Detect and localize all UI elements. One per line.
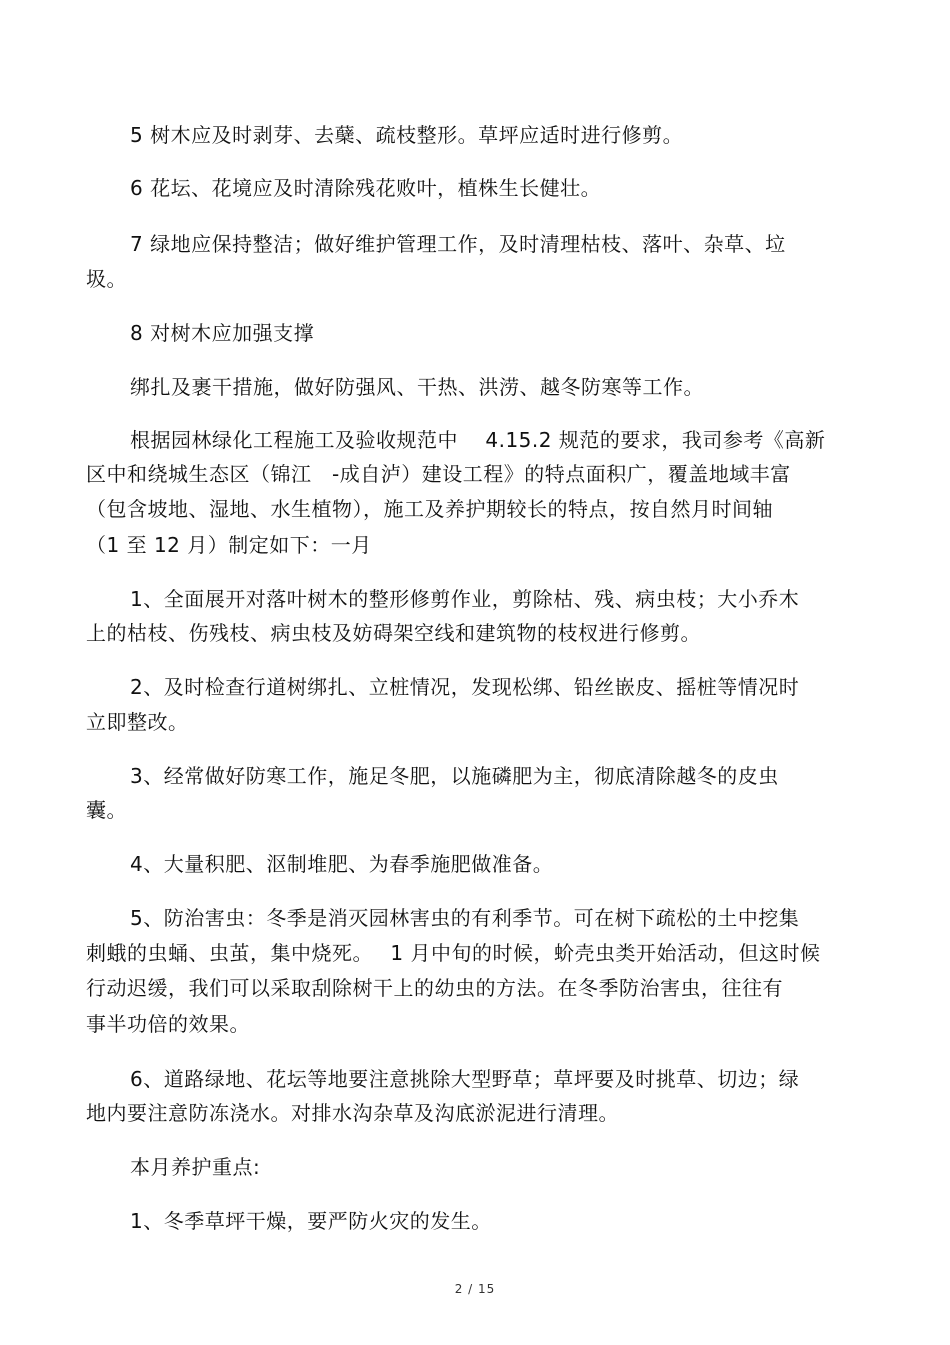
page-indicator: 2 / 15 xyxy=(454,1282,496,1296)
text-line: （1 至 12 月）制定如下：一月 xyxy=(86,533,372,557)
text-line: 1、冬季草坪干燥，要严防火灾的发生。 xyxy=(130,1209,492,1233)
text-line: 6 花坛、花境应及时清除残花败叶，植株生长健壮。 xyxy=(130,176,602,200)
text-line: 1、全面展开对落叶树木的整形修剪作业，剪除枯、残、病虫枝；大小乔木 xyxy=(130,587,800,611)
text-line: 7 绿地应保持整洁；做好维护管理工作，及时清理枯枝、落叶、杂草、垃 xyxy=(130,232,786,256)
text-line: 事半功倍的效果。 xyxy=(86,1012,250,1036)
text-line: 立即整改。 xyxy=(86,710,189,734)
text-line: 6、道路绿地、花坛等地要注意挑除大型野草；草坪要及时挑草、切边；绿 xyxy=(130,1067,800,1091)
text-line: 囊。 xyxy=(86,798,127,822)
text-line: 4、大量积肥、沤制堆肥、为春季施肥做准备。 xyxy=(130,852,554,876)
text-line: 地内要注意防冻浇水。对排水沟杂草及沟底淤泥进行清理。 xyxy=(86,1101,619,1125)
text-line: 根据园林绿化工程施工及验收规范中 4.15.2 规范的要求，我司参考《高新 xyxy=(130,428,826,452)
text-line: 绑扎及裹干措施，做好防强风、干热、洪涝、越冬防寒等工作。 xyxy=(130,375,704,399)
text-line: 5、防治害虫：冬季是消灭园林害虫的有利季节。可在树下疏松的土中挖集 xyxy=(130,906,800,930)
text-line: 3、经常做好防寒工作，施足冬肥，以施磷肥为主，彻底清除越冬的皮虫 xyxy=(130,764,779,788)
text-line: 圾。 xyxy=(86,267,127,291)
text-line: 5 树木应及时剥芽、去蘖、疏枝整形。草坪应适时进行修剪。 xyxy=(130,123,684,147)
text-line: 8 对树木应加强支撑 xyxy=(130,321,315,345)
text-line: 行动迟缓，我们可以采取刮除树干上的幼虫的方法。在冬季防治害虫，往往有 xyxy=(86,976,783,1000)
text-line: 刺蛾的虫蛹、虫茧，集中烧死。 1 月中旬的时候，蚧壳虫类开始活动，但这时候 xyxy=(86,941,821,965)
text-line: （包含坡地、湿地、水生植物），施工及养护期较长的特点，按自然月时间轴 xyxy=(86,497,773,521)
text-line: 区中和绕城生态区（锦江 -成自泸）建设工程》的特点面积广，覆盖地域丰富 xyxy=(86,462,791,486)
text-line: 上的枯枝、伤残枝、病虫枝及妨碍架空线和建筑物的枝杈进行修剪。 xyxy=(86,621,701,645)
text-line: 本月养护重点: xyxy=(130,1155,261,1179)
text-line: 2、及时检查行道树绑扎、立桩情况，发现松绑、铅丝嵌皮、摇桩等情况时 xyxy=(130,675,800,699)
